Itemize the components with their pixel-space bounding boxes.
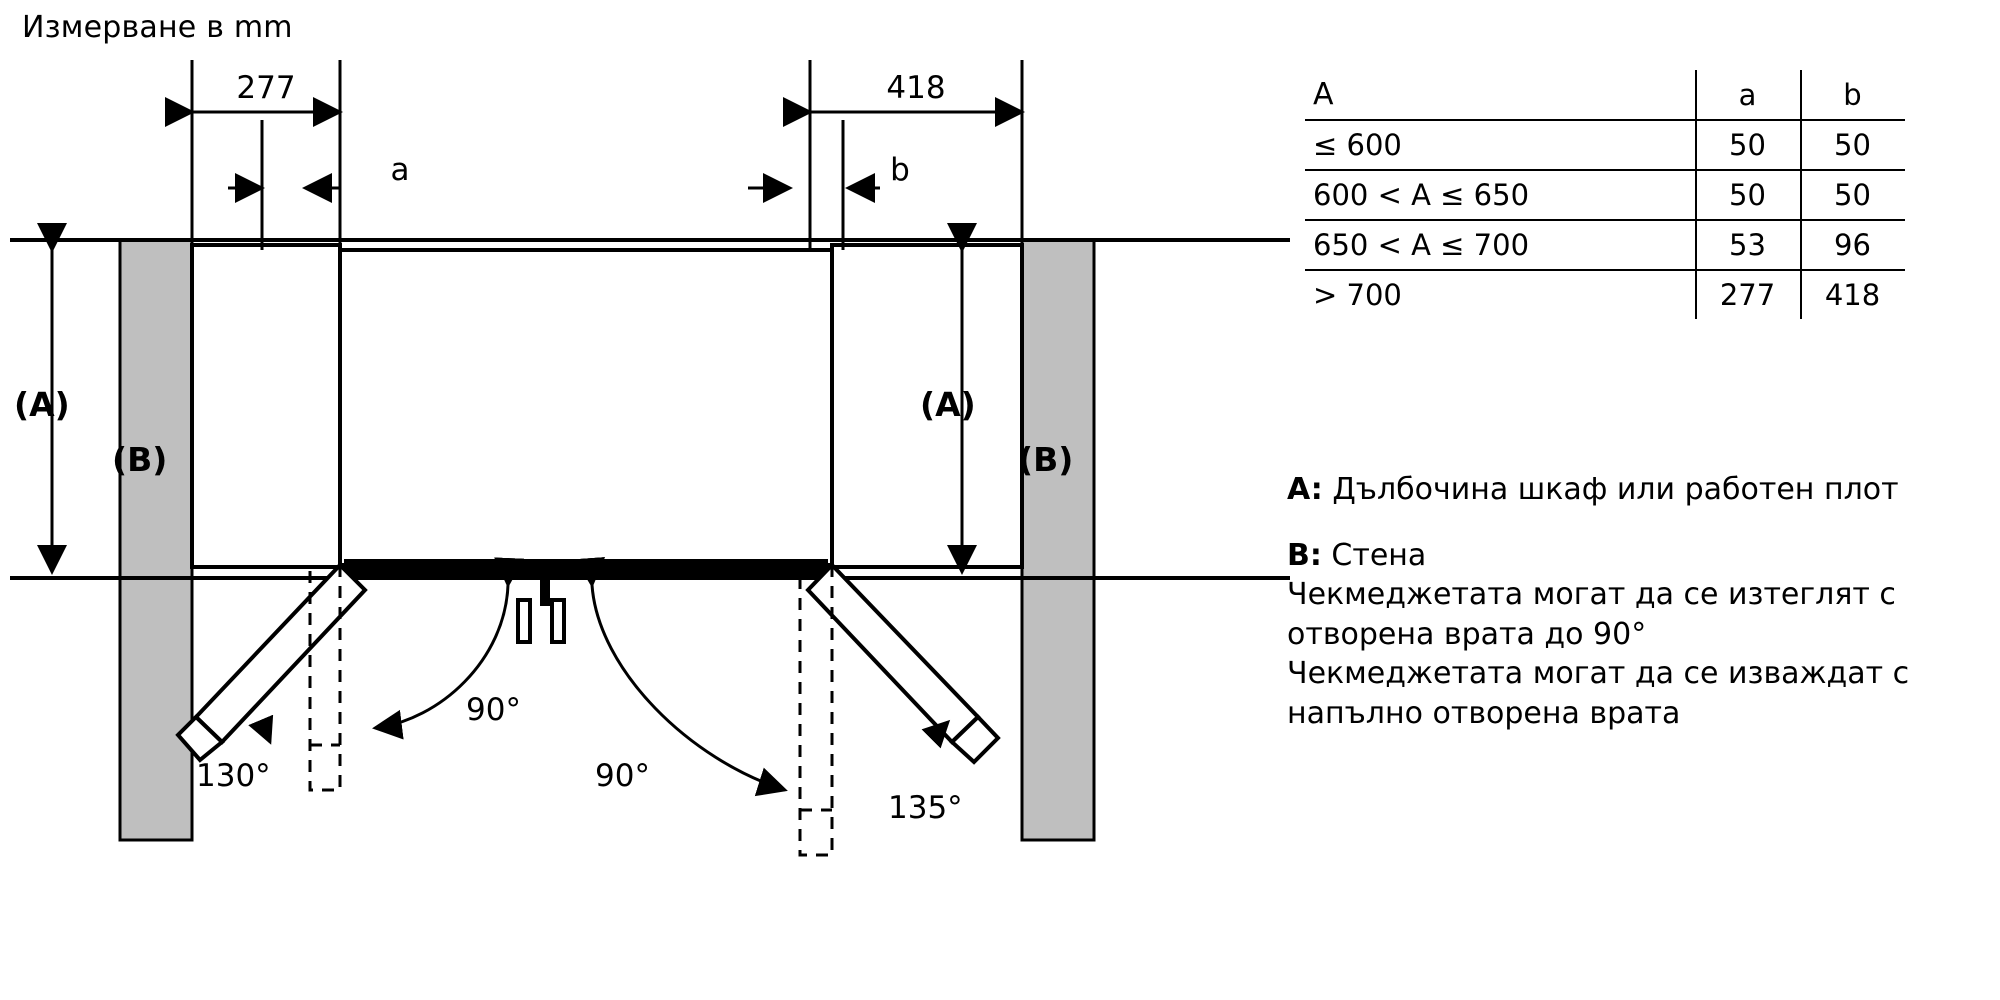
cell-range: 600 < A ≤ 650 [1305, 170, 1696, 220]
spec-table-head [1305, 70, 1905, 120]
angle-label-135: 135° [888, 790, 963, 826]
label-A-left: (A) [14, 385, 70, 424]
left-open-door [178, 565, 365, 760]
appliance-body [340, 250, 832, 565]
angle-label-90-right: 90° [595, 758, 650, 794]
cell-a: 53 [1696, 220, 1801, 270]
legend-entry-A [1287, 470, 1947, 510]
legend-note-2 [1287, 654, 1947, 733]
dimension-277 [192, 60, 340, 250]
header-b: b [1801, 70, 1905, 120]
legend-key-A: A: [1287, 472, 1323, 507]
cell-a: 50 [1696, 120, 1801, 170]
cell-range: > 700 [1313, 278, 1402, 312]
page-title: Измерване в mm [22, 10, 293, 45]
cell-range: 650 < A ≤ 700 [1305, 220, 1696, 270]
center-divider-mark [540, 576, 550, 606]
cell-a: 50 [1696, 170, 1801, 220]
table-row [1305, 270, 1905, 319]
legend-entry-B [1287, 536, 1947, 576]
appliance-front-edge [345, 560, 827, 576]
table-row [1305, 220, 1905, 270]
svg-text:a: a [390, 152, 410, 188]
table-row [1305, 120, 1905, 170]
legend-text-B: Стена [1331, 537, 1427, 573]
handle-right-mark [552, 600, 564, 642]
legend [1287, 470, 1947, 734]
cell-a: 277 [1696, 270, 1801, 319]
cell-range: ≤ 600 [1305, 120, 1696, 170]
left-cabinet-outline [192, 245, 340, 567]
cell-b: 418 [1801, 270, 1905, 319]
handle-left-mark [518, 600, 530, 642]
dimension-a [228, 120, 410, 250]
dimension-b [748, 120, 910, 250]
cell-b: 50 [1801, 120, 1905, 170]
spec-table [1305, 70, 1905, 319]
header-a: a [1696, 70, 1801, 120]
legend-text-A: Дълбочина шкаф или работен плот [1332, 472, 1899, 507]
legend-note-1-text: Чекмеджетата могат да се изтеглят с отворена врата до 90° [1287, 577, 1896, 652]
wall-block-left [120, 240, 192, 840]
header-A: A [1305, 70, 1696, 120]
legend-key-B: B: [1287, 537, 1322, 573]
right-open-door [808, 565, 998, 762]
angle-label-130: 130° [196, 758, 271, 794]
spec-table-wrap [1305, 70, 1925, 319]
legend-note-1 [1287, 575, 1947, 654]
table-row [1305, 170, 1905, 220]
label-B-left: (B) [112, 440, 168, 479]
svg-text:418: 418 [886, 70, 946, 106]
label-A-right: (A) [920, 385, 976, 424]
table-header-row [1305, 70, 1905, 120]
svg-text:b: b [890, 152, 910, 188]
spec-table-body [1305, 120, 1905, 319]
cell-b: 50 [1801, 170, 1905, 220]
label-B-right: (B) [1018, 440, 1074, 479]
svg-text:277: 277 [236, 70, 296, 106]
left-130-arrow [262, 723, 270, 742]
wall-block-right [1022, 240, 1094, 840]
cell-b: 96 [1801, 220, 1905, 270]
legend-note-2-text: Чекмеджетата могат да се изваждат с напълно отворена врата [1287, 656, 1910, 731]
angle-label-90-left: 90° [466, 692, 521, 728]
